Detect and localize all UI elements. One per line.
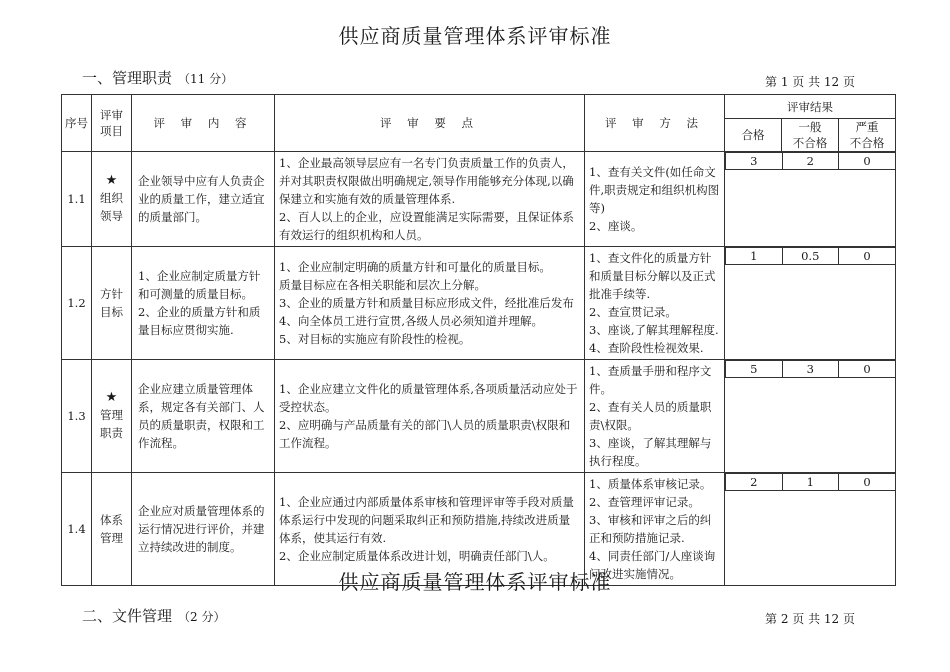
row-content: 企业应建立质量管理体系，规定各有关部门、人员的质量职责，权限和工作流程。 bbox=[132, 360, 275, 473]
row-item-text: 方针 bbox=[100, 287, 123, 301]
header-result: 评审结果 bbox=[725, 95, 896, 119]
row-methods bbox=[585, 360, 725, 473]
score-major: 0 bbox=[839, 248, 896, 265]
review-point: 2、企业应制定质量体系改进计划，明确责任部门\人。 bbox=[279, 549, 555, 563]
score-major: 0 bbox=[839, 474, 896, 491]
row-item-text: 管理 bbox=[100, 531, 123, 545]
score-major: 0 bbox=[839, 153, 896, 170]
row-number: 1.3 bbox=[62, 360, 92, 473]
page-number-2: 第 2 页 共 12 页 bbox=[765, 612, 855, 626]
review-point: 2、应明确与产品质量有关的部门\人员的质量职责\权限和工作流程。 bbox=[279, 418, 571, 450]
review-method: 2、查管理评审记录。 bbox=[589, 495, 700, 509]
score-minor: 2 bbox=[782, 153, 839, 170]
review-point: 5、对目标的实施应有阶段性的检视。 bbox=[279, 332, 471, 346]
review-point: 质量目标应在各相关职能和层次上分解。 bbox=[279, 278, 486, 292]
score-pass: 1 bbox=[726, 248, 783, 265]
row-item bbox=[92, 360, 132, 473]
review-point: 3、企业的质量方针和质量目标应形成文件，经批准后发布 bbox=[279, 296, 574, 310]
row-result-scores bbox=[725, 360, 896, 473]
review-method: 2、查宣贯记录。 bbox=[589, 305, 677, 319]
row-points bbox=[275, 152, 585, 247]
review-point: 2、百人以上的企业，应设置能满足实际需要，且保证体系有效运行的组织机构和人员。 bbox=[279, 210, 574, 242]
review-method: 2、座谈。 bbox=[589, 219, 643, 233]
row-item-text: 领导 bbox=[100, 209, 123, 223]
row-points bbox=[275, 247, 585, 360]
review-method: 1、质量体系审核记录。 bbox=[589, 477, 712, 491]
header-major: 严重 不合格 bbox=[839, 119, 896, 152]
row-result-scores bbox=[725, 247, 896, 360]
row-number: 1.1 bbox=[62, 152, 92, 247]
section-heading-text: 一、管理职责 bbox=[82, 69, 173, 87]
section-heading-text: 二、文件管理 bbox=[82, 607, 173, 625]
header-no: 序号 bbox=[62, 95, 92, 152]
row-item-text: 体系 bbox=[100, 513, 123, 527]
row-points bbox=[275, 360, 585, 473]
row-content: 企业领导中应有人负责企业的质量工作，建立适宜的质量部门。 bbox=[132, 152, 275, 247]
review-point: 1、企业应建立文件化的质量管理体系,各项质量活动应处于受控状态。 bbox=[279, 382, 578, 414]
section-heading-2 bbox=[82, 605, 225, 626]
header-content: 评 审 内 容 bbox=[132, 95, 275, 152]
key-item-star-icon: ★ bbox=[105, 173, 118, 188]
review-method: 3、审核和评审之后的纠正和预防措施记录. bbox=[589, 513, 712, 545]
review-method: 3、座谈，了解其理解与执行程度。 bbox=[589, 436, 712, 468]
review-method: 3、座谈,了解其理解程度. bbox=[589, 323, 719, 337]
header-pass: 合格 bbox=[725, 119, 782, 152]
score-major: 0 bbox=[839, 361, 896, 378]
row-item-text: 目标 bbox=[100, 305, 123, 319]
review-method: 4、同责任部门/人座谈询问改进实施情况。 bbox=[589, 549, 716, 581]
header-item: 评审 项目 bbox=[92, 95, 132, 152]
page-number: 第 1 页 共 12 页 bbox=[765, 75, 855, 89]
key-item-star-icon: ★ bbox=[105, 390, 118, 405]
score-minor: 0.5 bbox=[782, 248, 839, 265]
row-content: 1、企业应制定质量方针和可测量的质量目标。 2、企业的质量方针和质量目标应贯彻实施. bbox=[132, 247, 275, 360]
row-content: 企业应对质量管理体系的运行情况进行评价，并建立持续改进的制度。 bbox=[132, 473, 275, 586]
table-row bbox=[62, 152, 896, 247]
review-method: 1、查有关文件(如任命文件,职责规定和组织机构图等) bbox=[589, 165, 720, 215]
header-points: 评 审 要 点 bbox=[275, 95, 585, 152]
page-title-2: 供应商质量管理体系评审标准 bbox=[338, 570, 612, 594]
row-methods bbox=[585, 152, 725, 247]
section-heading-1 bbox=[82, 67, 233, 88]
review-point: 1、企业应制定明确的质量方针和可量化的质量目标。 bbox=[279, 260, 551, 274]
header-method: 评 审 方 法 bbox=[585, 95, 725, 152]
review-method: 2、查有关人员的质量职责\权限。 bbox=[589, 400, 712, 432]
review-point: 4、向全体员工进行宣贯,各级人员必须知道并理解。 bbox=[279, 314, 543, 328]
row-number: 1.4 bbox=[62, 473, 92, 586]
row-methods bbox=[585, 247, 725, 360]
review-table bbox=[61, 94, 896, 586]
row-item-text: 组织 bbox=[100, 191, 123, 205]
section-score: （11 分） bbox=[178, 72, 234, 86]
score-pass: 5 bbox=[726, 361, 783, 378]
row-result-scores bbox=[725, 152, 896, 247]
score-minor: 1 bbox=[782, 474, 839, 491]
row-number: 1.2 bbox=[62, 247, 92, 360]
row-item bbox=[92, 152, 132, 247]
score-minor: 3 bbox=[782, 361, 839, 378]
section-score: （2 分） bbox=[178, 610, 226, 624]
table-row bbox=[62, 247, 896, 360]
review-method: 1、查文件化的质量方针和质量目标分解以及正式批准手续等. bbox=[589, 251, 716, 301]
score-pass: 2 bbox=[726, 474, 783, 491]
header-minor: 一般 不合格 bbox=[782, 119, 839, 152]
page-title: 供应商质量管理体系评审标准 bbox=[338, 24, 612, 48]
row-item bbox=[92, 247, 132, 360]
table-row bbox=[62, 360, 896, 473]
score-pass: 3 bbox=[726, 153, 783, 170]
row-item-text: 职责 bbox=[100, 426, 123, 440]
review-method: 1、查质量手册和程序文件。 bbox=[589, 364, 712, 396]
review-point: 1、企业最高领导层应有一名专门负责质量工作的负责人，并对其职责权限做出明确规定,领导作用能够充分体现,以确保建立和实施有效的质量管理体系. bbox=[279, 156, 574, 206]
review-point: 1、企业应通过内部质量体系审核和管理评审等手段对质量体系运行中发现的问题采取纠正和预防措施,持续改进质量体系，使其运行有效. bbox=[279, 495, 574, 545]
review-method: 4、查阶段性检视效果. bbox=[589, 341, 704, 355]
row-item-text: 管理 bbox=[100, 408, 123, 422]
